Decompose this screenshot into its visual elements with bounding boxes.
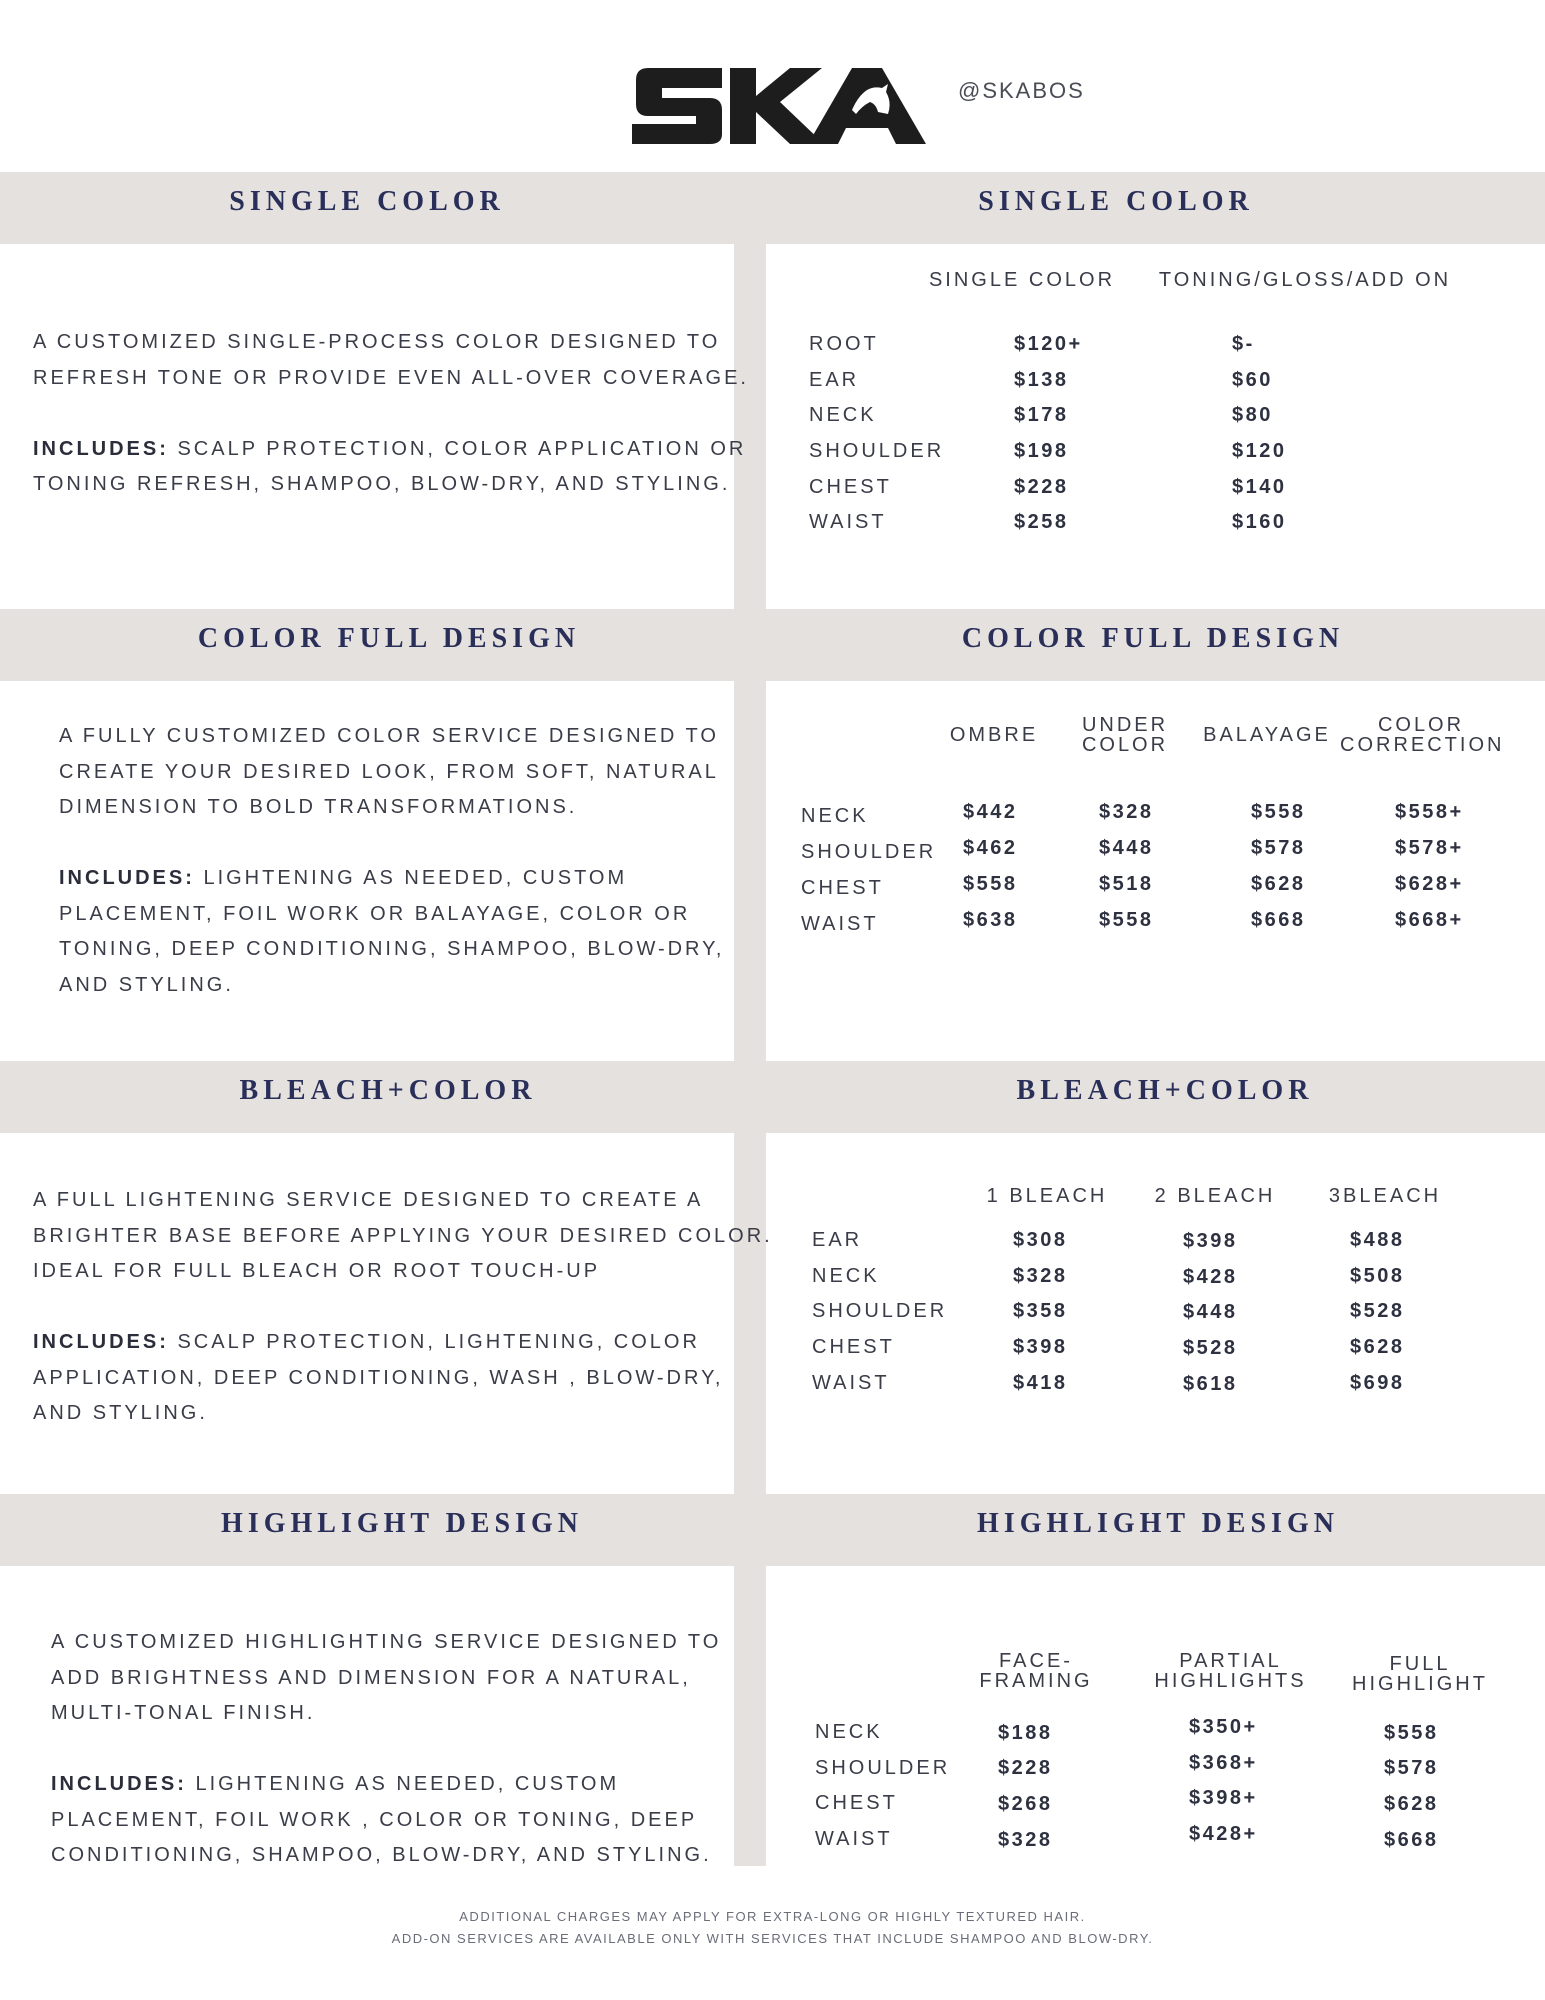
column-divider xyxy=(734,681,766,1061)
row-label: CHEST xyxy=(809,476,892,498)
price-cell: $488 xyxy=(1350,1229,1405,1251)
price-cell: $328 xyxy=(998,1829,1053,1851)
column-divider xyxy=(734,1566,766,1866)
section-title-right: HIGHLIGHT DESIGN xyxy=(977,1508,1339,1539)
column-header-line: UNDER xyxy=(1081,714,1169,736)
price-cell: $358 xyxy=(1013,1300,1068,1322)
column-header xyxy=(1148,1651,1313,1691)
column-header: 3BLEACH xyxy=(1328,1185,1442,1207)
column-header xyxy=(1345,1654,1495,1694)
row-label: ROOT xyxy=(809,333,879,355)
price-cell: $528 xyxy=(1350,1300,1405,1322)
column-header-line: FRAMING xyxy=(979,1670,1093,1692)
price-cell: $198 xyxy=(1014,440,1069,462)
row-label: SHOULDER xyxy=(815,1757,951,1779)
price-cell: $350+ xyxy=(1189,1716,1258,1738)
includes-label: INCLUDES: xyxy=(33,1331,169,1353)
column-header: BALAYAGE xyxy=(1203,724,1331,746)
section-title-left: HIGHLIGHT DESIGN xyxy=(221,1508,583,1539)
row-label: EAR xyxy=(812,1229,863,1251)
includes-text: SCALP PROTECTION, LIGHTENING, COLOR xyxy=(168,1331,700,1353)
price-cell: $558 xyxy=(1251,801,1306,823)
column-header xyxy=(1070,715,1180,755)
price-cell: $668 xyxy=(1251,909,1306,931)
includes-text: LIGHTENING AS NEEDED, CUSTOM xyxy=(186,1773,620,1795)
includes-text: SCALP PROTECTION, COLOR APPLICATION OR xyxy=(168,437,747,460)
price-cell: $368+ xyxy=(1189,1752,1258,1774)
price-cell: $138 xyxy=(1014,369,1069,391)
price-cell: $328 xyxy=(1099,801,1154,823)
price-cell: $398 xyxy=(1013,1336,1068,1358)
row-label: NECK xyxy=(809,404,877,426)
service-description xyxy=(33,1183,773,1432)
row-label: CHEST xyxy=(812,1336,895,1358)
description-line: CREATE YOUR DESIRED LOOK, FROM SOFT, NATURAL xyxy=(59,760,719,783)
description-line: DIMENSION TO BOLD TRANSFORMATIONS. xyxy=(59,796,578,818)
row-label: WAIST xyxy=(815,1828,893,1850)
footer-note: ADDITIONAL CHARGES MAY APPLY FOR EXTRA-LONG OR HIGHLY TEXTURED HAIR. xyxy=(459,1909,1086,1924)
price-cell: $418 xyxy=(1013,1372,1068,1394)
includes-text: TONING REFRESH, SHAMPOO, BLOW-DRY, AND STYLING. xyxy=(33,473,731,495)
row-label: CHEST xyxy=(815,1792,898,1814)
row-label: WAIST xyxy=(812,1372,890,1394)
price-cell: $578 xyxy=(1251,837,1306,859)
section-title-right: SINGLE COLOR xyxy=(978,186,1254,217)
description-line: ADD BRIGHTNESS AND DIMENSION FOR A NATURAL, xyxy=(51,1666,691,1689)
column-header-line: HIGHLIGHTS xyxy=(1154,1670,1307,1692)
price-cell: $228 xyxy=(1014,476,1069,498)
price-cell: $140 xyxy=(1232,476,1287,498)
includes-label: INCLUDES: xyxy=(51,1773,187,1795)
includes-text: LIGHTENING AS NEEDED, CUSTOM xyxy=(194,867,628,889)
price-cell: $268 xyxy=(998,1793,1053,1815)
column-header-line: CORRECTION xyxy=(1340,734,1505,756)
description-line: A CUSTOMIZED SINGLE-PROCESS COLOR DESIGNED TO xyxy=(33,331,721,353)
description-line: A CUSTOMIZED HIGHLIGHTING SERVICE DESIGNED TO xyxy=(51,1631,722,1653)
description-line: IDEAL FOR FULL BLEACH OR ROOT TOUCH-UP xyxy=(33,1260,601,1282)
row-label: NECK xyxy=(812,1265,880,1287)
row-label: NECK xyxy=(801,805,869,827)
description-line: A FULLY CUSTOMIZED COLOR SERVICE DESIGNED TO xyxy=(59,725,719,747)
row-label: CHEST xyxy=(801,877,884,899)
price-cell: $698 xyxy=(1350,1372,1405,1394)
price-cell: $628+ xyxy=(1395,873,1464,895)
price-cell: $618 xyxy=(1183,1373,1238,1395)
column-header xyxy=(966,1651,1106,1691)
includes-label: INCLUDES: xyxy=(59,867,195,889)
description-line: BRIGHTER BASE BEFORE APPLYING YOUR DESIRED COLOR. xyxy=(33,1224,773,1247)
column-header-line: COLOR xyxy=(1377,714,1465,736)
price-cell: $120+ xyxy=(1014,333,1083,355)
price-cell: $628 xyxy=(1350,1336,1405,1358)
price-cell: $60 xyxy=(1232,369,1273,391)
service-description xyxy=(59,719,724,1003)
section-title-left: BLEACH+COLOR xyxy=(239,1075,537,1106)
price-cell: $398 xyxy=(1183,1230,1238,1252)
section-title-left: SINGLE COLOR xyxy=(229,186,505,217)
price-cell: $448 xyxy=(1183,1301,1238,1323)
price-cell: $448 xyxy=(1099,837,1154,859)
price-cell: $160 xyxy=(1232,511,1287,533)
price-cell: $428 xyxy=(1183,1266,1238,1288)
price-cell: $558+ xyxy=(1395,801,1464,823)
price-cell: $80 xyxy=(1232,404,1273,426)
price-cell: $178 xyxy=(1014,404,1069,426)
includes-text: CONDITIONING, SHAMPOO, BLOW-DRY, AND STYLING. xyxy=(51,1844,712,1866)
price-cell: $638 xyxy=(963,909,1018,931)
footer-note: ADD-ON SERVICES ARE AVAILABLE ONLY WITH SERVICES THAT INCLUDE SHAMPOO AND BLOW-DRY. xyxy=(391,1931,1154,1946)
price-cell: $188 xyxy=(998,1722,1053,1744)
section-title-right: BLEACH+COLOR xyxy=(1016,1075,1314,1106)
price-cell: $578+ xyxy=(1395,837,1464,859)
includes-text: APPLICATION, DEEP CONDITIONING, WASH , BLOW-DRY, xyxy=(33,1366,724,1389)
service-description xyxy=(33,325,749,503)
price-cell: $462 xyxy=(963,837,1018,859)
row-label: SHOULDER xyxy=(801,841,937,863)
includes-text: AND STYLING. xyxy=(33,1402,208,1424)
price-cell: $518 xyxy=(1099,873,1154,895)
row-label: EAR xyxy=(809,369,860,391)
section-title-right: COLOR FULL DESIGN xyxy=(961,623,1345,654)
price-cell: $428+ xyxy=(1189,1823,1258,1845)
section-title-left: COLOR FULL DESIGN xyxy=(197,623,581,654)
price-cell: $668 xyxy=(1384,1829,1439,1851)
column-header-line: COLOR xyxy=(1081,734,1169,756)
column-header-line: FACE- xyxy=(999,1650,1073,1672)
column-header: 2 BLEACH xyxy=(1154,1185,1276,1207)
price-cell: $328 xyxy=(1013,1265,1068,1287)
description-line: MULTI-TONAL FINISH. xyxy=(51,1702,316,1724)
includes-text: PLACEMENT, FOIL WORK OR BALAYAGE, COLOR OR xyxy=(59,902,691,925)
price-cell: $- xyxy=(1232,333,1255,355)
row-label: WAIST xyxy=(809,511,887,533)
column-header-line: HIGHLIGHT xyxy=(1352,1673,1488,1695)
price-cell: $558 xyxy=(963,873,1018,895)
price-cell: $398+ xyxy=(1189,1787,1258,1809)
price-cell: $668+ xyxy=(1395,909,1464,931)
column-header: SINGLE COLOR xyxy=(928,269,1116,291)
logo xyxy=(630,62,930,152)
row-label: SHOULDER xyxy=(812,1300,948,1322)
price-cell: $558 xyxy=(1099,909,1154,931)
row-label: WAIST xyxy=(801,913,879,935)
column-header: OMBRE xyxy=(949,724,1039,746)
description-line: A FULL LIGHTENING SERVICE DESIGNED TO CREATE A xyxy=(33,1189,704,1211)
column-header-line: PARTIAL xyxy=(1179,1650,1282,1672)
price-cell: $628 xyxy=(1251,873,1306,895)
price-cell: $120 xyxy=(1232,440,1287,462)
price-cell: $528 xyxy=(1183,1337,1238,1359)
price-cell: $442 xyxy=(963,801,1018,823)
row-label: NECK xyxy=(815,1721,883,1743)
includes-text: TONING, DEEP CONDITIONING, SHAMPOO, BLOW-DRY, xyxy=(59,938,725,960)
price-cell: $508 xyxy=(1350,1265,1405,1287)
price-cell: $578 xyxy=(1384,1757,1439,1779)
price-cell: $308 xyxy=(1013,1229,1068,1251)
includes-text: AND STYLING. xyxy=(59,973,234,996)
price-cell: $558 xyxy=(1384,1722,1439,1744)
column-header-line: FULL xyxy=(1389,1653,1451,1675)
price-cell: $228 xyxy=(998,1757,1053,1779)
price-cell: $628 xyxy=(1384,1793,1439,1815)
row-label: SHOULDER xyxy=(809,440,945,462)
instagram-handle[interactable]: @SKABOS xyxy=(958,78,1085,103)
includes-label: INCLUDES: xyxy=(33,437,169,460)
column-header xyxy=(1340,714,1505,756)
column-header: 1 BLEACH xyxy=(986,1185,1108,1207)
column-header: TONING/GLOSS/ADD ON xyxy=(1158,269,1452,291)
price-cell: $258 xyxy=(1014,511,1069,533)
description-line: REFRESH TONE OR PROVIDE EVEN ALL-OVER COVERAGE. xyxy=(33,366,749,389)
includes-text: PLACEMENT, FOIL WORK , COLOR OR TONING, DEEP xyxy=(51,1808,698,1831)
service-description xyxy=(51,1625,721,1874)
